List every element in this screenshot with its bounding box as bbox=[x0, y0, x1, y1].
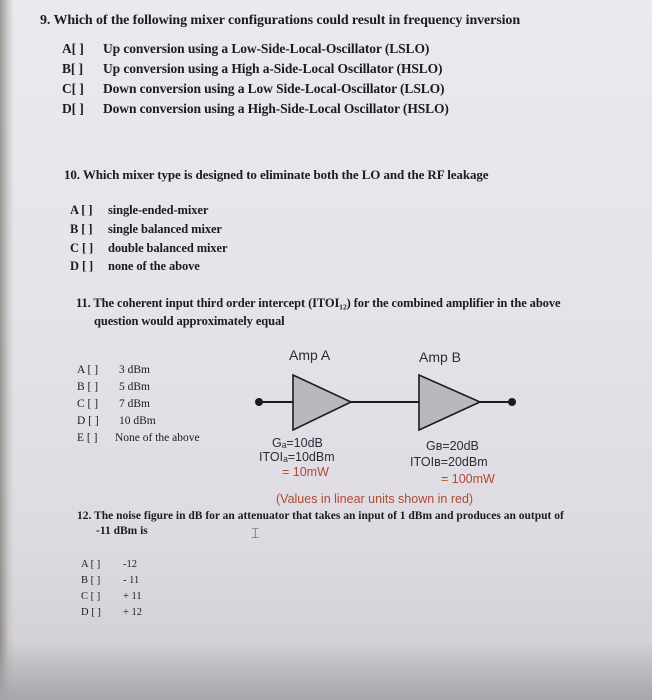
q12-option-a-text: -12 bbox=[123, 559, 137, 570]
q10-option-d-label[interactable]: D [ ] bbox=[70, 259, 94, 273]
q12-option-d-label[interactable]: D [ ] bbox=[81, 607, 101, 618]
q9-option-c-label[interactable]: C[ ] bbox=[62, 81, 84, 96]
q9-option-b-text: Up conversion using a High a-Side-Local Oscillator (HSLO) bbox=[103, 61, 443, 76]
q10-option-b-text: single balanced mixer bbox=[108, 222, 222, 236]
q10-option-d-text: none of the above bbox=[108, 259, 200, 273]
q12-option-c-text: + 11 bbox=[123, 591, 142, 602]
q11-option-b-text: 5 dBm bbox=[119, 381, 150, 393]
amp-a-itoi-linear: = 10mW bbox=[282, 465, 329, 479]
q11-option-d-text: 10 dBm bbox=[119, 415, 156, 427]
q9-prompt: 9. Which of the following mixer configurations could result in frequency inversion bbox=[40, 13, 521, 28]
q11-option-e-text: None of the above bbox=[115, 432, 200, 444]
q11-option-b-label[interactable]: B [ ] bbox=[77, 381, 99, 393]
q10-option-a-text: single-ended-mixer bbox=[108, 203, 209, 217]
q9-option-d-label[interactable]: D[ ] bbox=[62, 101, 84, 116]
amp-b-label: Amp B bbox=[419, 349, 462, 365]
q11-option-e-label[interactable]: E [ ] bbox=[77, 432, 98, 444]
q10-option-c-label[interactable]: C [ ] bbox=[70, 241, 94, 255]
amp-b-itoi-linear: = 100mW bbox=[441, 472, 495, 486]
q9-option-a-label[interactable]: A[ ] bbox=[62, 41, 84, 56]
amp-b-symbol bbox=[419, 375, 480, 430]
q10-option-b-label[interactable]: B [ ] bbox=[70, 222, 93, 236]
q10-option-a-label[interactable]: A [ ] bbox=[70, 203, 93, 217]
amp-a-itoi: ITOIₐ=10dBm bbox=[259, 450, 335, 464]
q9-option-c-text: Down conversion using a Low Side-Local-Oscillator (LSLO) bbox=[103, 81, 445, 96]
q11-prompt-line1: 11. The coherent input third order intercept (ITOI₁₂) for the combined amplifier in the above bbox=[76, 296, 561, 310]
q11-option-a-text: 3 dBm bbox=[119, 364, 150, 376]
amp-b-itoi: ITOIʙ=20dBm bbox=[410, 455, 488, 469]
q12-option-a-label[interactable]: A [ ] bbox=[81, 559, 101, 570]
input-terminal bbox=[255, 398, 263, 406]
q12-option-b-text: - 11 bbox=[123, 575, 140, 586]
amp-a-gain: Gₐ=10dB bbox=[272, 436, 323, 450]
q12-option-c-label[interactable]: C [ ] bbox=[81, 591, 101, 602]
amp-a-symbol bbox=[293, 375, 351, 430]
text-cursor-icon: ⌶ bbox=[251, 526, 260, 542]
output-terminal bbox=[508, 398, 516, 406]
q9-option-d-text: Down conversion using a High-Side-Local Oscillator (HSLO) bbox=[103, 101, 449, 116]
q12-option-b-label[interactable]: B [ ] bbox=[81, 575, 101, 586]
amp-b-gain: Gʙ=20dB bbox=[426, 439, 479, 453]
diagram-red-note: (Values in linear units shown in red) bbox=[276, 492, 474, 506]
q11-option-c-label[interactable]: C [ ] bbox=[77, 398, 99, 410]
q12-prompt-line1: 12. The noise figure in dB for an attenuator that takes an input of 1 dBm and produces an output of bbox=[77, 510, 564, 522]
q12-option-d-text: + 12 bbox=[123, 607, 143, 618]
q10-option-c-text: double balanced mixer bbox=[108, 241, 228, 255]
q11-option-d-label[interactable]: D [ ] bbox=[77, 415, 99, 427]
q9-option-a-text: Up conversion using a Low-Side-Local-Oscillator (LSLO) bbox=[103, 41, 430, 56]
q9-option-b-label[interactable]: B[ ] bbox=[62, 61, 83, 76]
q10-prompt: 10. Which mixer type is designed to eliminate both the LO and the RF leakage bbox=[64, 167, 489, 182]
q12-prompt-line2: -11 dBm is bbox=[96, 525, 148, 537]
q11-option-c-text: 7 dBm bbox=[119, 398, 150, 410]
q11-option-a-label[interactable]: A [ ] bbox=[77, 364, 99, 376]
amp-a-label: Amp A bbox=[289, 347, 331, 363]
q11-prompt-line2: question would approximately equal bbox=[94, 314, 285, 328]
